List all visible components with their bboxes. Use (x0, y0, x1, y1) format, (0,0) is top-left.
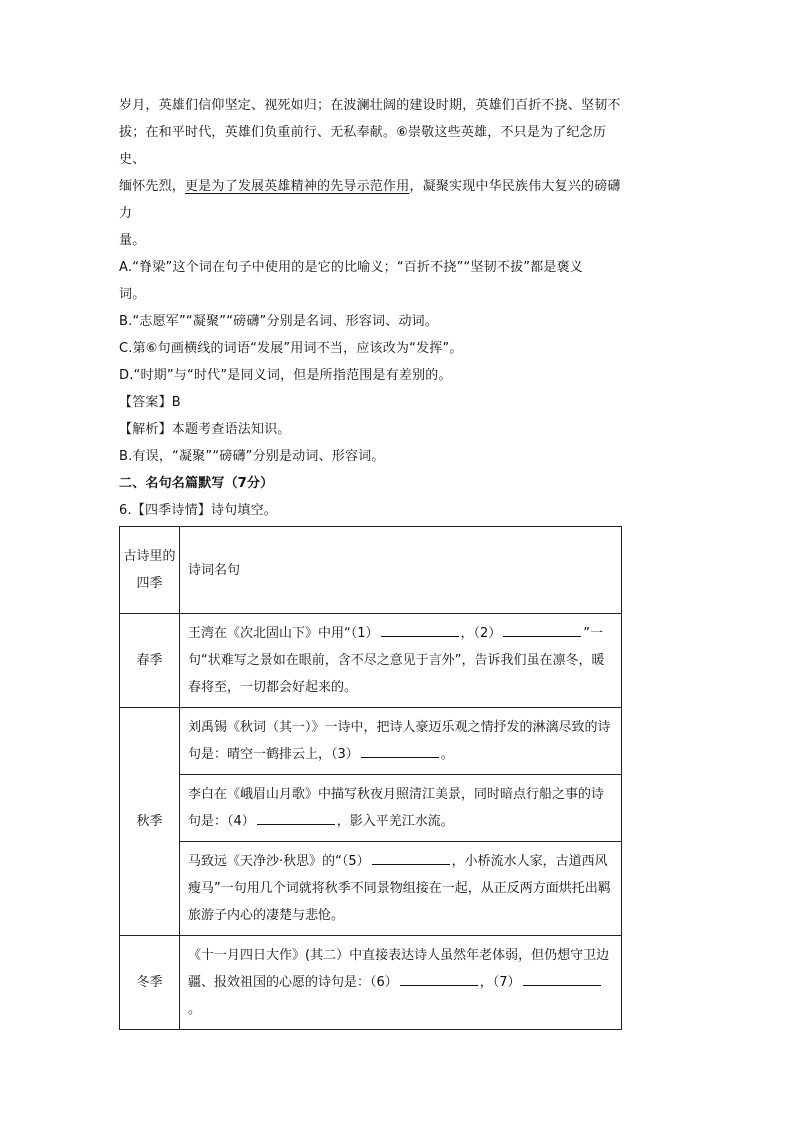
analysis: 【解析】本题考查语法知识。 (119, 422, 291, 437)
blank-1[interactable] (381, 622, 459, 637)
winter-text: 《十一月四日大作》(其二）中直接表达诗人虽然年老体弱，但仍想守卫边疆、报效祖国的心愿的诗句是：（6） (188, 948, 610, 990)
table-row-autumn-3 (120, 842, 622, 936)
autumn-text: 李白在《峨眉山月歌》中描写秋夜月照清江美景，同时暗点行船之事的诗句是：（4） (188, 787, 605, 829)
passage-text: ，凝聚实现中华民族伟大复兴的磅礴力 (119, 179, 621, 221)
winter-cell (180, 936, 622, 1030)
answer: 【答案】B (119, 395, 181, 410)
option-a-cont: 词。 (119, 287, 146, 302)
section-title: 二、名句名篇默写（7分） (119, 476, 274, 491)
autumn-text: 马致远《天净沙·秋思》的“（5） (188, 854, 370, 869)
blank-5[interactable] (372, 850, 450, 865)
document-page (119, 92, 624, 1030)
autumn-cell-3 (180, 842, 622, 936)
header-poem-cell: 诗词名句 (180, 527, 622, 614)
autumn-text: 。 (440, 747, 454, 762)
table-row-autumn-1 (120, 708, 622, 775)
option-d: D.“时期”与“时代”是同义词，但是所指范围是有差别的。 (119, 368, 452, 383)
autumn-text: 刘禹锡《秋词（其一）》一诗中，把诗人豪迈乐观之情抒发的淋漓尽致的诗句是：晴空一鹤排云上，（3） (188, 720, 611, 762)
passage (119, 92, 624, 524)
blank-7[interactable] (523, 971, 601, 986)
spring-text: ，（2） (460, 626, 502, 641)
spring-cell (180, 614, 622, 708)
autumn-text: ，影入平羌江水流。 (336, 814, 454, 829)
autumn-cell-2 (180, 775, 622, 842)
passage-line: 量。 (119, 233, 146, 248)
passage-line (119, 173, 624, 227)
blank-2[interactable] (503, 622, 581, 637)
spring-text: 王湾在《次北固山下》中用“（1） (188, 626, 379, 641)
table-header-row (120, 527, 622, 614)
analysis-detail: B.有误，“凝聚”“磅礴”分别是动词、形容词。 (119, 449, 385, 464)
autumn-text: ，小桥流水人家，古道西风瘦马”一句用几个词就将秋季不同景物组接在一起，从正反两方面烘托出羁旅游子内心的凄楚与悲怆。 (188, 854, 611, 923)
blank-3[interactable] (361, 743, 439, 758)
table-row-autumn-2 (120, 775, 622, 842)
option-c: C.第⑥句画横线的词语“发展”用词不当，应该改为“发挥”。 (119, 341, 463, 356)
table-row-spring (120, 614, 622, 708)
season-winter: 冬季 (120, 936, 180, 1030)
season-spring: 春季 (120, 614, 180, 708)
passage-line: 拔；在和平时代，英雄们负重前行、无私奉献。⑥崇敬这些英雄，不只是为了纪念历史、 (119, 125, 607, 167)
blank-4[interactable] (257, 810, 335, 825)
underlined-sentence: 更是为了发展英雄精神的先导示范作用 (185, 179, 410, 194)
passage-text: 缅怀先烈， (119, 179, 186, 194)
autumn-cell-1 (180, 708, 622, 775)
header-season-cell: 古诗里的四季 (120, 527, 180, 614)
winter-text: 。 (188, 1002, 202, 1017)
spring-text: ”一句“状难写之景如在眼前，含不尽之意见于言外”，告诉我们虽在凛冬，暖春将至，一切都会好起来的。 (188, 626, 605, 695)
option-a: A.“脊梁”这个词在句子中使用的是它的比喻义；“百折不挠”“坚韧不拔”都是褒义 (119, 260, 584, 275)
blank-6[interactable] (400, 971, 478, 986)
question-6: 6.【四季诗情】诗句填空。 (119, 503, 278, 518)
option-b: B.“志愿军”“凝聚”“磅礴”分别是名词、形容词、动词。 (119, 314, 439, 329)
season-autumn: 秋季 (120, 708, 180, 936)
passage-line: 岁月，英雄们信仰坚定、视死如归；在波澜壮阔的建设时期，英雄们百折不挠、坚韧不 (119, 98, 621, 113)
winter-text: ，（7） (479, 975, 521, 990)
table-row-winter (120, 936, 622, 1030)
poetry-table (119, 526, 622, 1030)
